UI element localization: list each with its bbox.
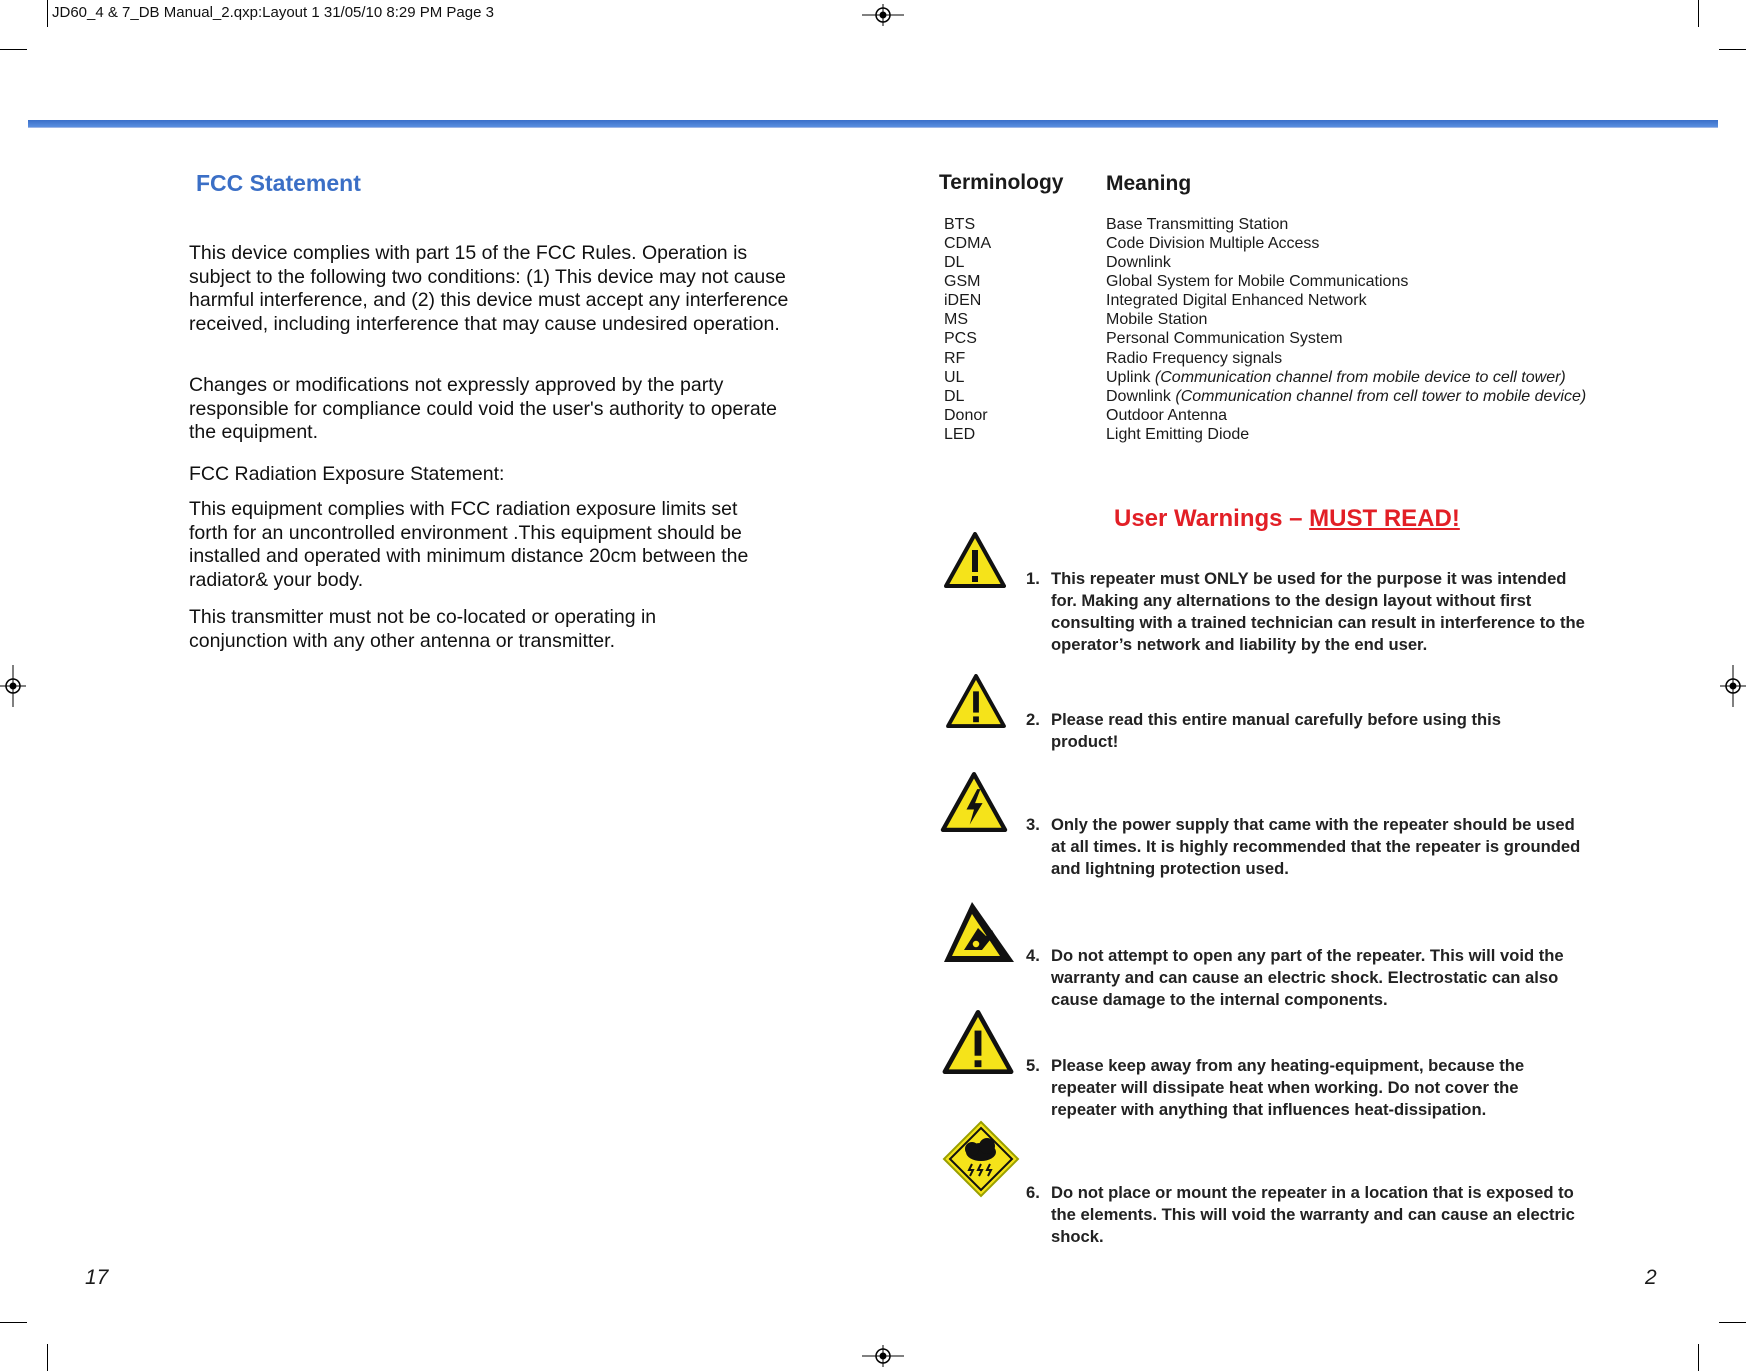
crop-mark xyxy=(1719,49,1746,50)
warning-item xyxy=(1026,945,1586,1011)
warning-text: This repeater must ONLY be used for the purpose it was intended for. Making any alternations to the design layout without first consulting with a trained technician can result in interference to the operator’s network and liability by the end user. xyxy=(1051,569,1585,654)
crop-mark xyxy=(1698,1344,1699,1371)
meaning-header: Meaning xyxy=(1106,172,1192,195)
registration-mark-icon xyxy=(0,665,26,707)
warning-exclamation-icon xyxy=(942,1010,1014,1074)
meaning: Downlink xyxy=(1106,254,1171,271)
warning-item xyxy=(1026,1182,1596,1248)
term: DL xyxy=(944,388,965,405)
term: CDMA xyxy=(944,235,992,252)
page-number-left: 17 xyxy=(85,1266,109,1289)
warning-item xyxy=(1026,709,1546,753)
must-read-emphasis: MUST READ! xyxy=(1309,505,1460,532)
warning-item xyxy=(1026,814,1586,880)
warning-text: Please keep away from any heating-equipment, because the repeater will dissipate heat when working. Do not cover the repeater with anything that influences heat-dissipation. xyxy=(1051,1056,1525,1119)
fcc-paragraph: This transmitter must not be co-located or operating in conjunction with any other antenna or transmitter. xyxy=(189,606,657,652)
meaning: Downlink (Communication channel from cell tower to mobile device) xyxy=(1106,388,1587,405)
meaning: Outdoor Antenna xyxy=(1106,407,1227,424)
meaning: Radio Frequency signals xyxy=(1106,350,1283,367)
page-number-right: 2 xyxy=(1645,1266,1657,1289)
meaning: Base Transmitting Station xyxy=(1106,216,1289,233)
crop-mark xyxy=(1719,1322,1746,1323)
warning-number: 2. xyxy=(1026,710,1040,729)
meaning: Light Emitting Diode xyxy=(1106,426,1250,443)
fcc-paragraph: FCC Radiation Exposure Statement: xyxy=(189,463,505,485)
terminology-header: Terminology xyxy=(939,171,1064,194)
fcc-statement-title: FCC Statement xyxy=(196,170,361,196)
meaning: Uplink (Communication channel from mobile device to cell tower) xyxy=(1106,369,1566,386)
warning-number: 5. xyxy=(1026,1056,1040,1075)
high-voltage-icon xyxy=(940,772,1008,832)
warning-item xyxy=(1026,1055,1586,1121)
meaning: Global System for Mobile Communications xyxy=(1106,273,1409,290)
warning-number: 4. xyxy=(1026,946,1040,965)
registration-mark-icon xyxy=(862,1345,904,1367)
crop-mark xyxy=(1698,0,1699,27)
fcc-paragraph: This equipment complies with FCC radiation exposure limits set forth for an uncontrolled environment .This equipment should be installed and operated with minimum distance 20cm between the radiator& your body. xyxy=(189,498,749,591)
meaning: Integrated Digital Enhanced Network xyxy=(1106,292,1367,309)
header-rule xyxy=(28,120,1718,128)
warning-number: 1. xyxy=(1026,569,1040,588)
warning-exclamation-icon xyxy=(946,674,1006,728)
term: UL xyxy=(944,369,965,386)
registration-mark-icon xyxy=(1720,665,1746,707)
electrostatic-discharge-icon xyxy=(942,900,1016,964)
meaning: Personal Communication System xyxy=(1106,330,1343,347)
fcc-paragraph: This device complies with part 15 of the FCC Rules. Operation is subject to the following two conditions: (1) This device may not cause harmful interference, and (2) this device must accept any interference received, including interference that may cause undesired operation. xyxy=(189,242,789,335)
crop-mark xyxy=(47,0,48,27)
term: RF xyxy=(944,350,966,367)
weather-exposure-icon xyxy=(942,1120,1020,1198)
crop-mark xyxy=(0,1322,27,1323)
meaning: Mobile Station xyxy=(1106,311,1208,328)
user-warnings-title: User Warnings – MUST READ! xyxy=(1114,505,1460,532)
term: DL xyxy=(944,254,965,271)
warning-text: Please read this entire manual carefully before using this product! xyxy=(1051,710,1502,751)
term: MS xyxy=(944,311,968,328)
warning-item xyxy=(1026,568,1586,656)
registration-mark-icon xyxy=(862,4,904,26)
fcc-paragraph: Changes or modifications not expressly approved by the party responsible for compliance could void the user's authority to operate the equipment. xyxy=(189,374,777,443)
meaning: Code Division Multiple Access xyxy=(1106,235,1320,252)
term: BTS xyxy=(944,216,976,233)
term: GSM xyxy=(944,273,981,290)
warning-exclamation-icon xyxy=(944,532,1006,588)
print-slug: JD60_4 & 7_DB Manual_2.qxp:Layout 1 31/05/10 8:29 PM Page 3 xyxy=(52,4,494,21)
warning-number: 3. xyxy=(1026,815,1040,834)
term: PCS xyxy=(944,330,977,347)
warning-number: 6. xyxy=(1026,1183,1040,1202)
term: iDEN xyxy=(944,292,982,309)
meaning-note: (Communication channel from cell tower to mobile device) xyxy=(1175,388,1587,405)
warning-text: Do not place or mount the repeater in a location that is exposed to the elements. This will void the warranty and can cause an electric shock. xyxy=(1051,1183,1575,1246)
warning-text: Only the power supply that came with the repeater should be used at all times. It is highly recommended that the repeater is grounded and lightning protection used. xyxy=(1051,815,1581,878)
meaning-note: (Communication channel from mobile device to cell tower) xyxy=(1154,369,1566,386)
warning-text: Do not attempt to open any part of the repeater. This will void the warranty and can cause an electric shock. Electrostatic can also cause damage to the internal components. xyxy=(1051,946,1564,1009)
crop-mark xyxy=(47,1344,48,1371)
term: Donor xyxy=(944,407,988,424)
term: LED xyxy=(944,426,976,443)
crop-mark xyxy=(0,49,27,50)
